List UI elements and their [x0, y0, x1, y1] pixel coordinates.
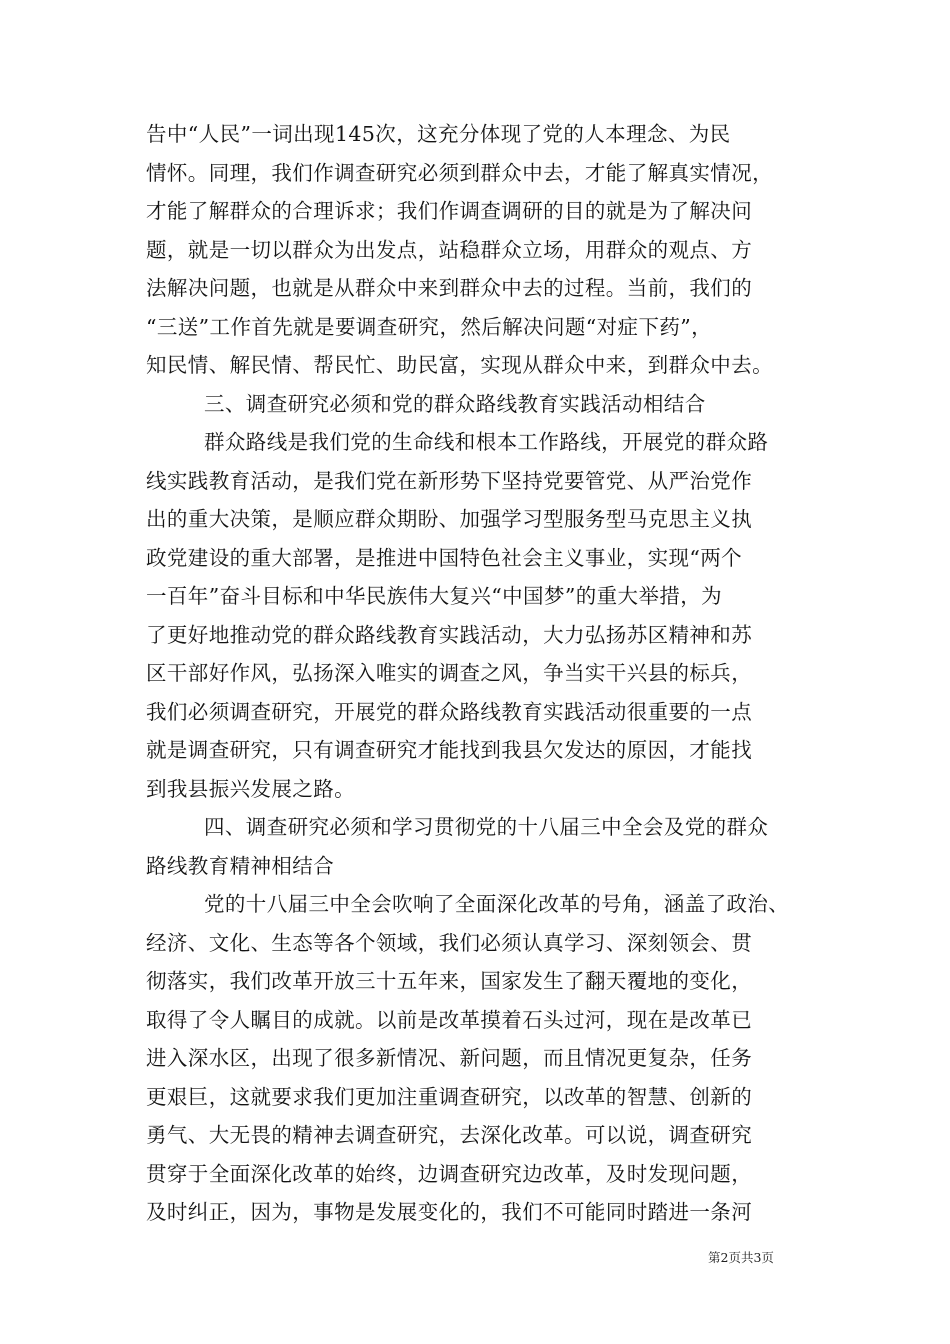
- text-line: 我们必须调查研究，开展党的群众路线教育实践活动很重要的一点: [146, 699, 753, 724]
- paragraph: [146, 115, 808, 385]
- paragraph: [146, 885, 808, 1232]
- text-line: 四、调查研究必须和学习贯彻党的十八届三中全会及党的群众: [204, 815, 769, 839]
- text-line: 取得了令人瞩目的成就。以前是改革摸着石头过河，现在是改革已: [146, 1007, 753, 1032]
- text-line: 及时纠正，因为，事物是发展变化的，我们不可能同时踏进一条河: [146, 1200, 753, 1224]
- text-line: 贯穿于全面深化改革的始终，边调查研究边改革，及时发现问题，: [146, 1161, 753, 1186]
- text-line: 就是调查研究，只有调查研究才能找到我县欠发达的原因，才能找: [146, 738, 753, 762]
- text-line: 勇气、大无畏的精神去调查研究，去深化改革。可以说，调查研究: [146, 1123, 753, 1147]
- text-line: 党的十八届三中全会吹响了全面深化改革的号角，涵盖了政治、: [204, 892, 790, 916]
- text-line: 经济、文化、生态等各个领域，我们必须认真学习、深刻领会、贯: [146, 930, 753, 955]
- text-line: “三送”工作首先就是要调查研究，然后解决问题“对症下药”，: [146, 314, 713, 339]
- text-line: 一百年”奋斗目标和中华民族伟大复兴“中国梦”的重大举措，为: [146, 584, 723, 608]
- text-line: 三、调查研究必须和党的群众路线教育实践活动相结合: [204, 391, 706, 416]
- text-line: 到我县振兴发展之路。: [146, 776, 355, 801]
- text-line: 告中“人民”一词出现145次，这充分体现了党的人本理念、为民: [146, 122, 731, 146]
- text-line: 群众路线是我们党的生命线和根本工作路线，开展党的群众路: [204, 430, 769, 454]
- text-line: 才能了解群众的合理诉求；我们作调查调研的目的就是为了解决问: [146, 199, 753, 223]
- page-number: 第2页共3页: [708, 1250, 774, 1265]
- text-line: 了更好地推动党的群众路线教育实践活动，大力弘扬苏区精神和苏: [146, 622, 753, 647]
- text-line: 线实践教育活动，是我们党在新形势下坚持党要管党、从严治党作: [146, 468, 753, 493]
- paragraph: [146, 808, 808, 885]
- text-line: 更艰巨，这就要求我们更加注重调查研究，以改革的智慧、创新的: [146, 1084, 753, 1109]
- text-line: 政党建设的重大部署，是推进中国特色社会主义事业，实现“两个: [146, 545, 743, 570]
- text-line: 知民情、解民情、帮民忙、助民富，实现从群众中来，到群众中去。: [146, 353, 773, 377]
- text-line: 出的重大决策，是顺应群众期盼、加强学习型服务型马克思主义执: [146, 507, 753, 531]
- text-line: 法解决问题，也就是从群众中来到群众中去的过程。当前，我们的: [146, 276, 753, 300]
- text-line: 进入深水区，出现了很多新情况、新问题，而且情况更复杂，任务: [146, 1046, 753, 1070]
- text-line: 情怀。同理，我们作调查研究必须到群众中去，才能了解真实情况，: [146, 160, 773, 185]
- paragraph: [146, 385, 808, 424]
- text-line: 区干部好作风，弘扬深入唯实的调查之风，争当实干兴县的标兵，: [146, 661, 753, 685]
- text-line: 彻落实，我们改革开放三十五年来，国家发生了翻天覆地的变化，: [146, 969, 753, 993]
- document-body: [146, 115, 808, 1232]
- text-line: 路线教育精神相结合: [146, 853, 335, 878]
- text-line: 题，就是一切以群众为出发点，站稳群众立场，用群众的观点、方: [146, 237, 753, 262]
- paragraph: [146, 423, 808, 808]
